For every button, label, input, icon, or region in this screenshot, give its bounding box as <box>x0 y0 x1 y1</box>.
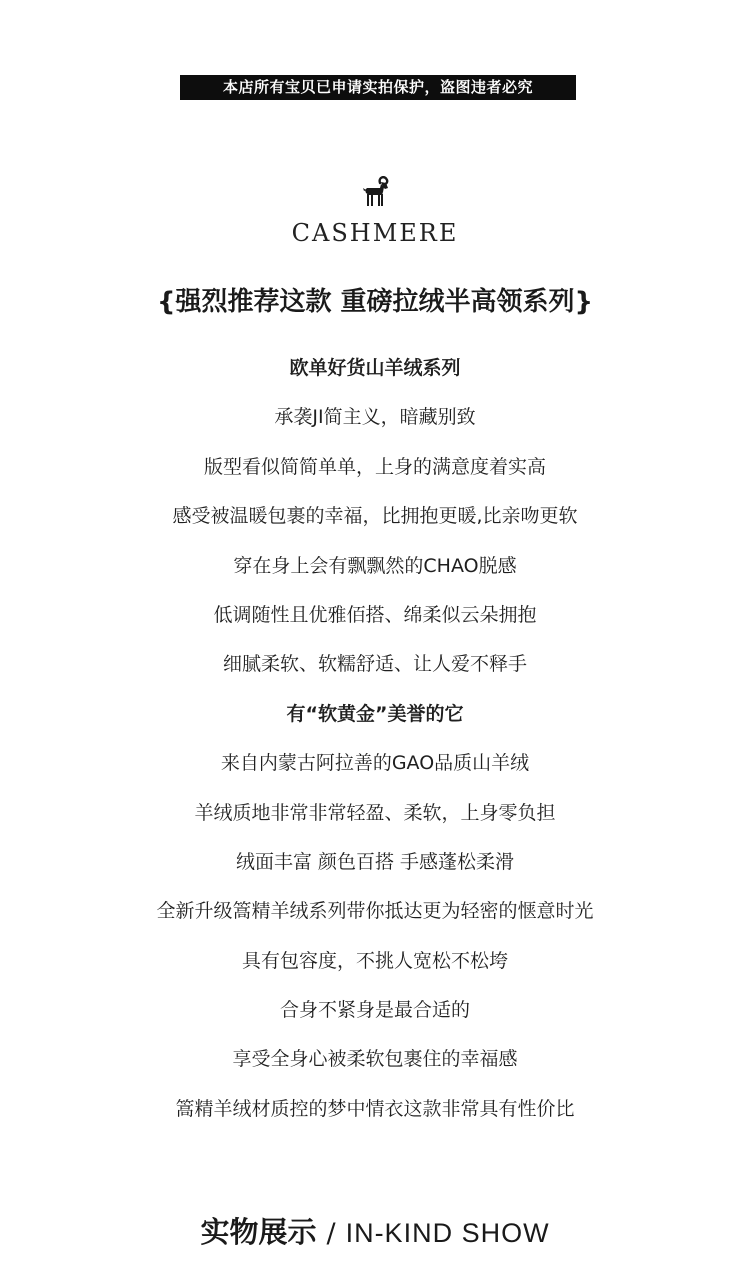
description-line: 细腻柔软、软糯舒适、让人爱不释手 <box>222 653 527 676</box>
brand-wordmark: CASHMERE <box>291 219 459 247</box>
description-line: 穿在身上会有飘飘然的CHAO脱感 <box>233 554 517 577</box>
section-title-separator: / <box>326 1218 336 1249</box>
description-line: 感受被温暖包裹的幸福，比拥抱更暖,比亲吻更软 <box>172 505 578 528</box>
description-line: 具有包容度，不挑人宽松不松垮 <box>241 949 508 972</box>
section-title-en: IN-KIND SHOW <box>345 1218 550 1248</box>
section-title-zh: 实物展示 <box>200 1215 317 1249</box>
section-title <box>0 1208 750 1261</box>
description-line: 来自内蒙古阿拉善的GAO品质山羊绒 <box>220 752 530 775</box>
description-line: 有“软黄金”美誉的它 <box>286 702 464 725</box>
description-line: 羊绒质地非常非常轻盈、柔软，上身零负担 <box>194 801 556 824</box>
description-line: 篙精羊绒材质控的梦中情衣这款非常具有性价比 <box>175 1097 575 1120</box>
description-line: 低调随性且优雅佰搭、绵柔似云朵拥抱 <box>213 603 537 626</box>
description-line: 承袭JI简主义，暗藏别致 <box>274 406 476 429</box>
description-line: 欧单好货山羊绒系列 <box>289 357 461 379</box>
description-line: 全新升级篙精羊绒系列带你抵达更为轻密的惬意时光 <box>156 900 594 923</box>
description-line: 版型看似简简单单，上身的满意度着实高 <box>203 455 546 478</box>
description-list <box>0 345 750 1135</box>
copyright-notice-banner: 本店所有宝贝已申请实拍保护，盗图违者必究 <box>180 75 576 100</box>
headline: {强烈推荐这款 重磅拉绒半高领系列} <box>156 287 594 317</box>
description-line: 绒面丰富 颜色百搭 手感蓬松柔滑 <box>235 850 515 873</box>
goat-icon <box>361 176 391 208</box>
description-line: 享受全身心被柔软包裹住的幸福感 <box>232 1048 518 1071</box>
description-line: 合身不紧身是最合适的 <box>279 999 470 1022</box>
